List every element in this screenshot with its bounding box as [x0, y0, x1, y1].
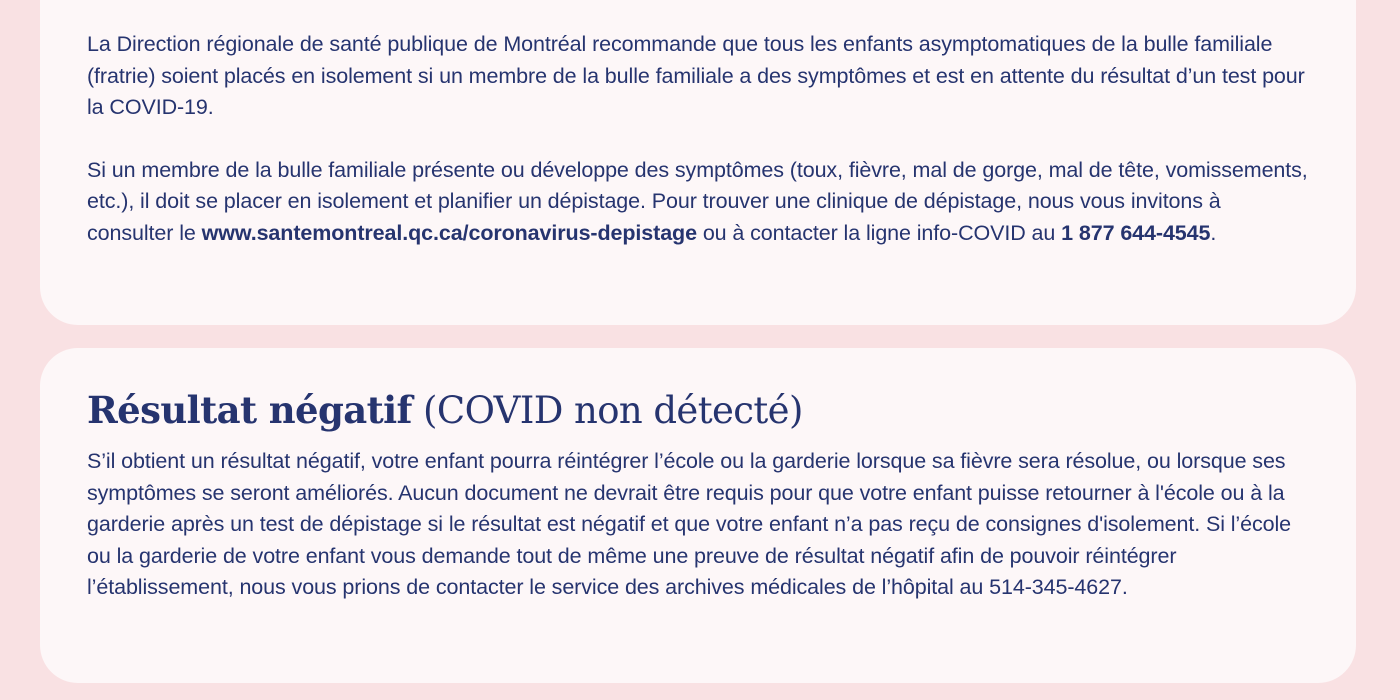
screening-text: Si un membre de la bulle familiale présente ou développe des symptômes (toux, fièvre, mal de gorge, mal de tête, vomissements, etc.), il doit se placer en isolement et planifier un dépistage. Pour trouver une clinique de dépistage, nous vous invitons à consulter le: [87, 157, 1308, 245]
info-covid-phone[interactable]: 1 877 644-4545: [1061, 220, 1211, 245]
negative-result-card: [40, 348, 1356, 683]
negative-result-heading: [87, 386, 1312, 435]
screening-clinic-link[interactable]: www.santemontreal.qc.ca/coronavirus-depistage: [201, 220, 697, 245]
screening-text-end: .: [1210, 220, 1217, 245]
heading-normal-part: (COVID non détecté): [411, 389, 803, 432]
negative-result-paragraph: S’il obtient un résultat négatif, votre enfant pourra réintégrer l’école ou la garderie lorsque sa fièvre sera résolue, ou lorsque ses symptômes se seront améliorés. Aucun document ne devrait être requis pour que votre enfant puisse retourner à l'école ou à la garderie après un test de dépistage si le résultat est négatif et que votre enfant n’a pas reçu de consignes d'isolement. Si l’école ou la garderie de votre enfant vous demande tout de même une preuve de résultat négatif afin de pouvoir réintégrer l’établissement, nous vous prions de contacter le service des archives médicales de l’hôpital au 514-345-4627.: [87, 449, 1292, 599]
isolation-recommendation-paragraph: La Direction régionale de santé publique de Montréal recommande que tous les enfants asymptomatiques de la bulle familiale (fratrie) soient placés en isolement si un membre de la bulle familiale a des symptômes et est en attente du résultat d’un test pour la COVID-19.: [87, 32, 1305, 119]
heading-bold-part: Résultat négatif: [87, 388, 412, 432]
isolation-info-card: [40, 0, 1356, 325]
screening-text-middle: ou à contacter la ligne info-COVID au: [696, 220, 1062, 245]
screening-instructions-paragraph: [87, 155, 1312, 250]
